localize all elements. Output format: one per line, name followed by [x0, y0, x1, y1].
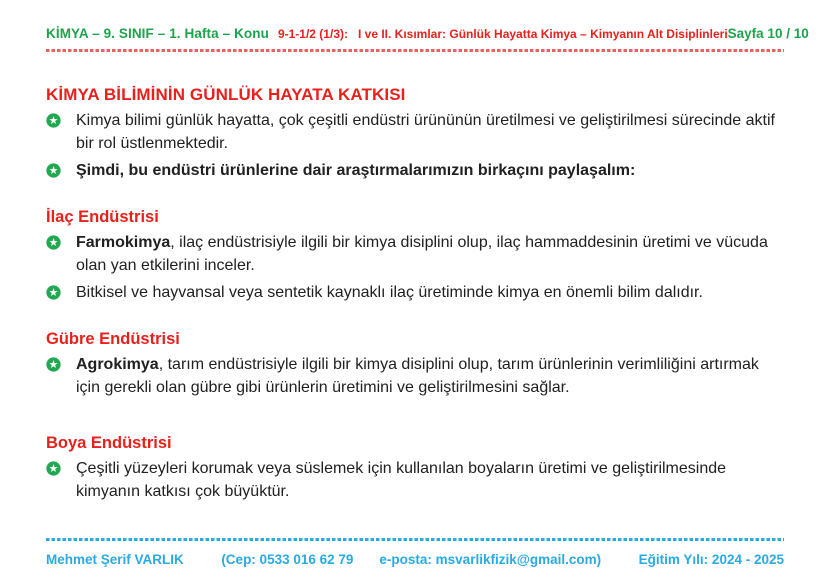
star-bullet-icon	[46, 163, 61, 178]
header-divider	[46, 49, 784, 52]
header-topic: I ve II. Kısımlar: Günlük Hayatta Kimya – Kimyanın Alt Disiplinleri	[357, 27, 728, 41]
footer-contact	[221, 552, 601, 567]
list-item	[46, 231, 784, 277]
list-item	[46, 457, 784, 503]
bullet-text: Şimdi, bu endüstri ürünlerine dair araştırmalarımızın birkaçını paylaşalım:	[76, 162, 636, 179]
header-page-number: Sayfa 10 / 10	[727, 26, 809, 41]
bullet-lead-term: Farmokimya	[76, 234, 171, 251]
header-lesson-code: 9-1-1/2 (1/3):	[277, 27, 348, 41]
list-item	[46, 109, 784, 155]
bullet-text: Çeşitli yüzeyleri korumak veya süslemek için kullanılan boyaların üretimi ve geliştirilmesinde kimyanın katkısı çok büyüktür.	[76, 460, 727, 500]
bullet-text	[76, 353, 784, 399]
star-bullet-icon	[46, 235, 61, 250]
bullet-body: , tarım endüstrisiyle ilgili bir kimya disiplini olup, tarım ürünlerinin verimliliğini artırmak için gerekli olan gübre gibi ürünlerin üretimini ve geliştirilmesini sağlar.	[76, 356, 759, 396]
footer-email: e-posta: msvarlikfizik@gmail.com)	[379, 552, 602, 567]
footer-phone: (Cep: 0533 016 62 79	[221, 552, 354, 567]
header-course-title: KİMYA – 9. SINIF – 1. Hafta – Konu	[46, 26, 269, 41]
page-footer	[0, 530, 828, 567]
bullet-text: Kimya bilimi günlük hayatta, çok çeşitli endüstri ürününün üretilmesi ve geliştirilmesi sürecinde aktif bir rol üstlenmektedir.	[76, 112, 775, 152]
page-header	[0, 0, 828, 41]
section-heading-gubre: Gübre Endüstrisi	[46, 330, 180, 348]
star-bullet-icon	[46, 113, 61, 128]
list-item	[46, 281, 784, 304]
star-bullet-icon	[46, 461, 61, 476]
star-bullet-icon	[46, 357, 61, 372]
bullet-text	[76, 231, 784, 277]
bullet-lead-term: Agrokimya	[76, 356, 159, 373]
document-title: KİMYA BİLİMİNİN GÜNLÜK HAYATA KATKISI	[46, 85, 406, 104]
bullet-body: , ilaç endüstrisiyle ilgili bir kimya disiplini olup, ilaç hammaddesinin üretimi ve vücuda olan yan etkilerini inceler.	[76, 234, 768, 274]
footer-education-year: Eğitim Yılı: 2024 - 2025	[638, 552, 784, 567]
bullet-text: Bitkisel ve hayvansal veya sentetik kaynaklı ilaç üretiminde kimya en önemli bilim dalıdır.	[76, 284, 703, 301]
section-heading-boya: Boya Endüstrisi	[46, 434, 172, 452]
document-body	[0, 85, 828, 503]
footer-author: Mehmet Şerif VARLIK	[46, 552, 184, 567]
section-heading-ilac: İlaç Endüstrisi	[46, 208, 159, 226]
list-item	[46, 353, 784, 399]
star-bullet-icon	[46, 285, 61, 300]
list-item	[46, 159, 784, 182]
